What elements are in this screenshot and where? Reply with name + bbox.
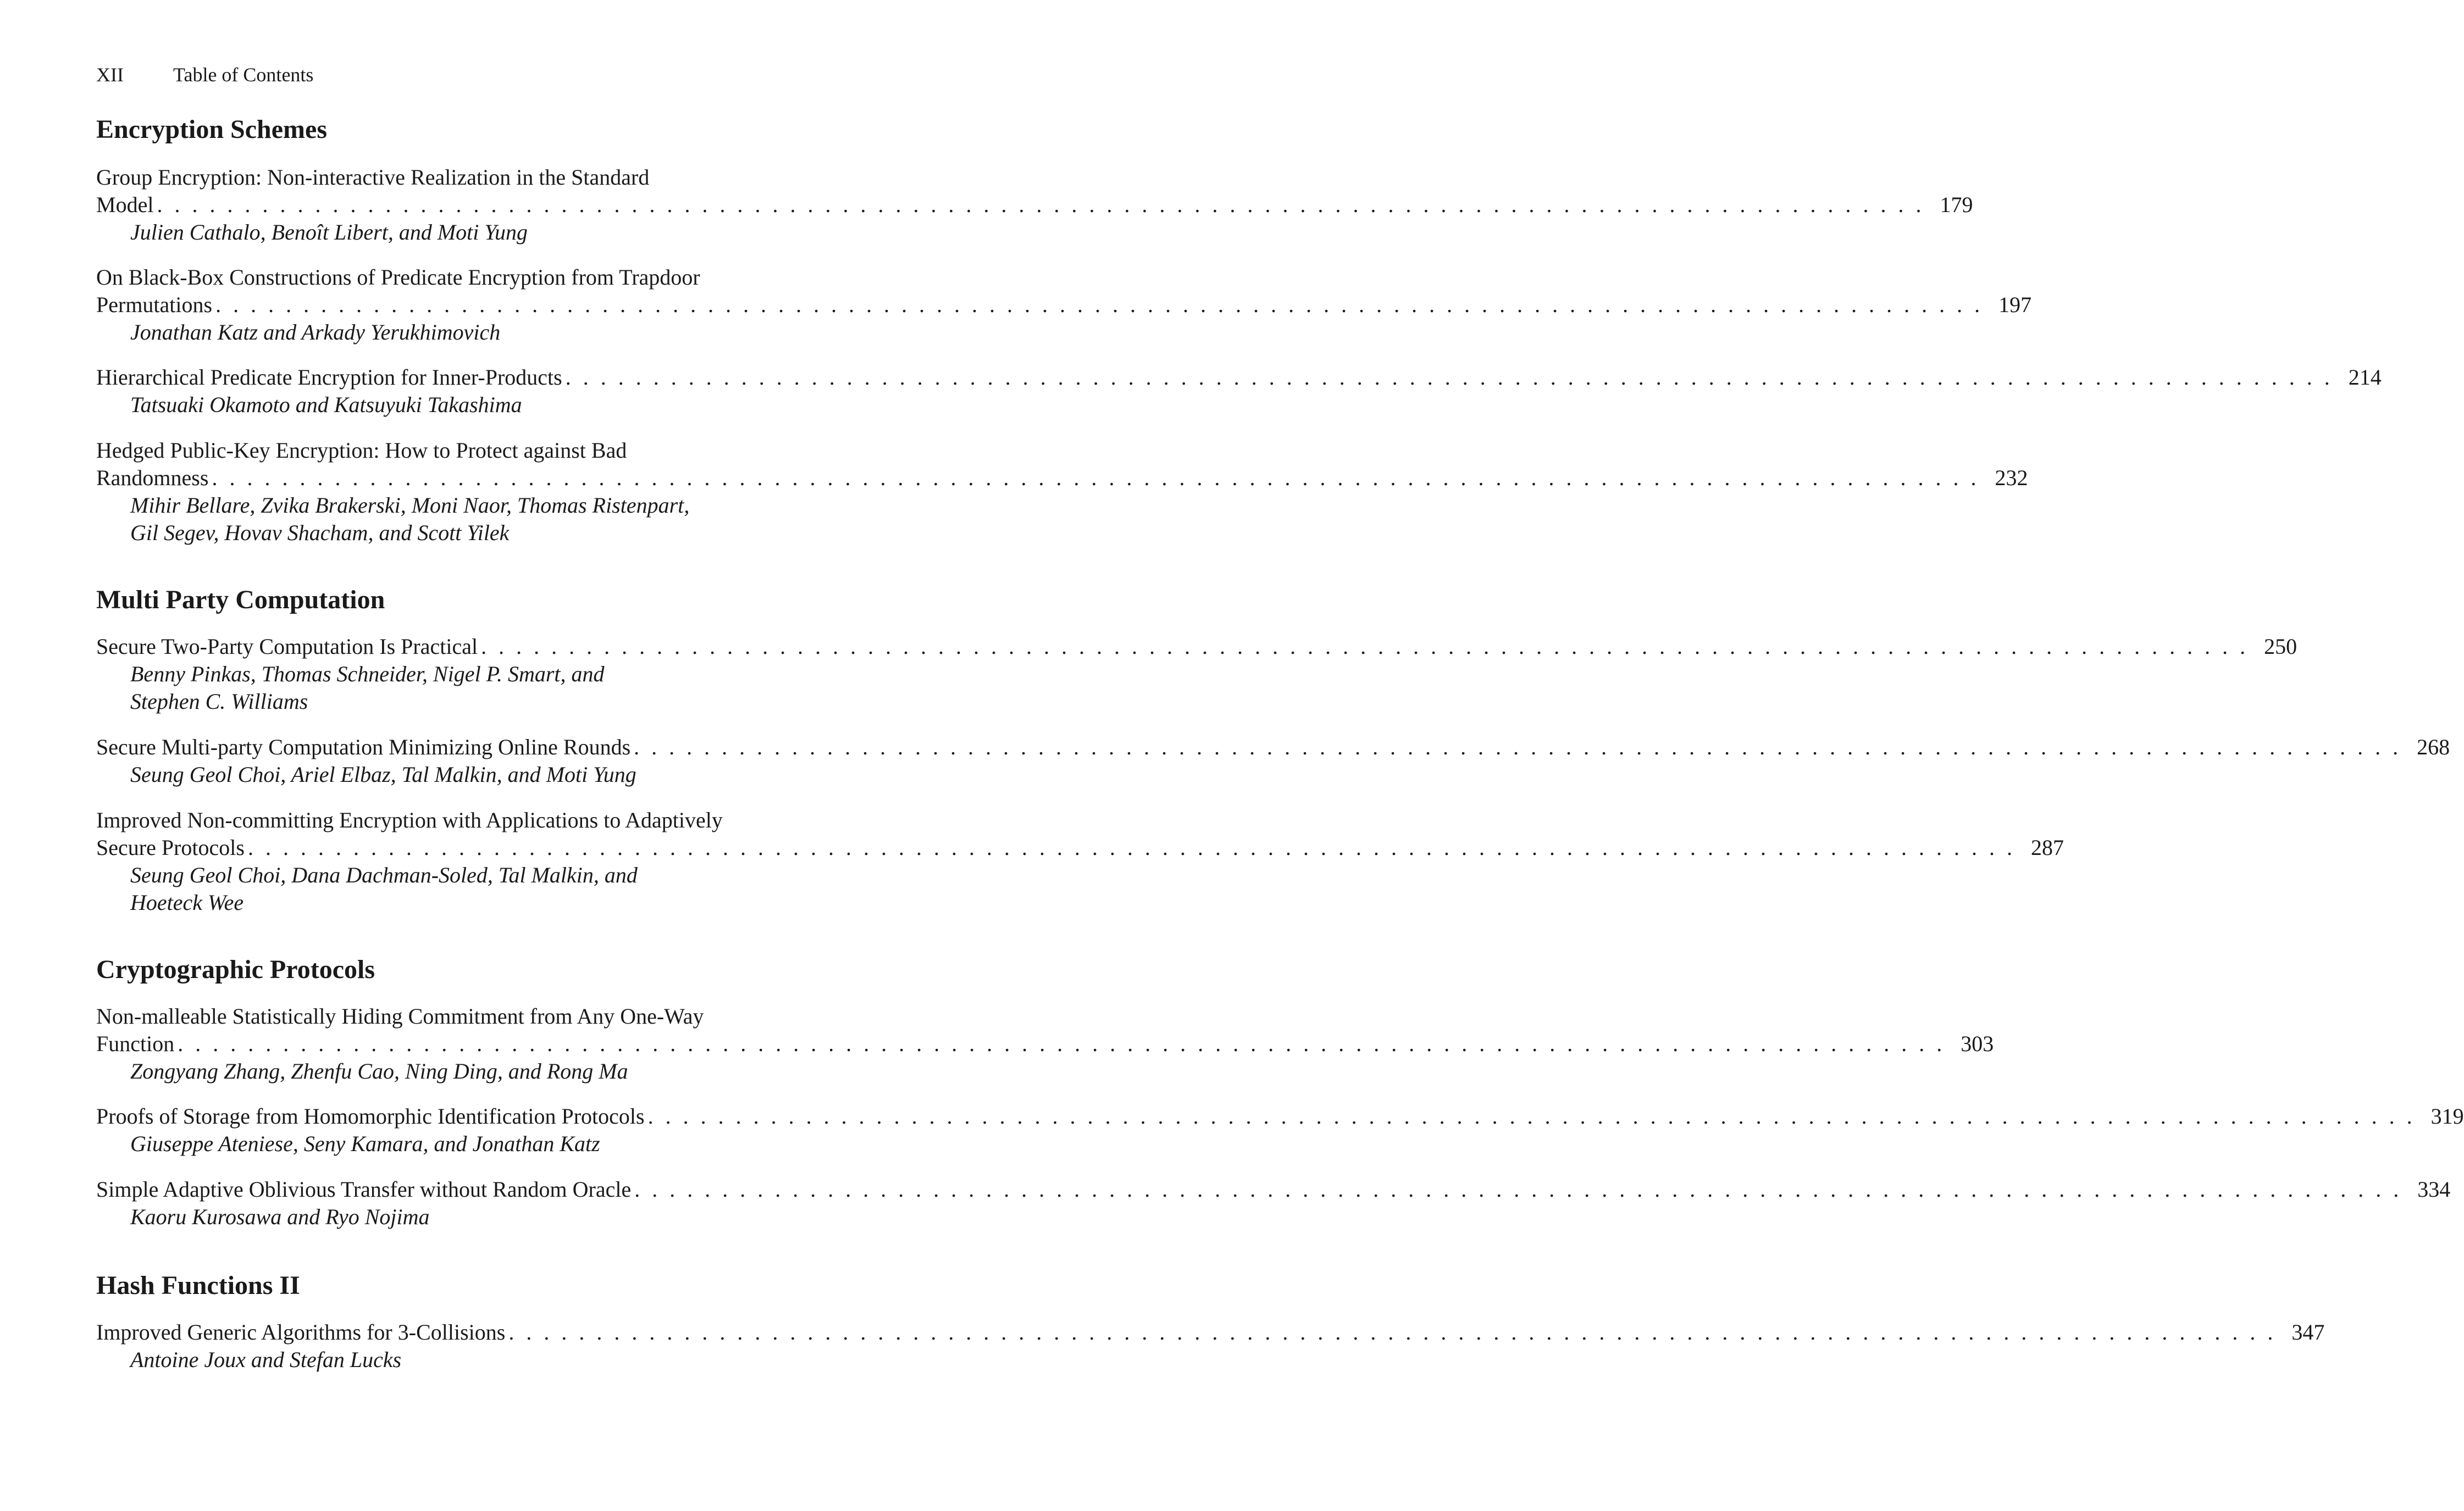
entry-title-row [96,633,2297,660]
entry-authors: Benny Pinkas, Thomas Schneider, Nigel P. Smart, and [130,662,605,686]
entry-title-row [96,1176,2451,1203]
toc-entry[interactable] [96,1003,1994,1085]
page-number: 303 [1961,1031,1994,1056]
entry-title-end: Improved Generic Algorithms for 3-Collisions [96,1320,506,1345]
running-head [96,62,313,88]
page-number: 347 [2291,1320,2325,1345]
dot-leader: . . . . . . . . . . . . . . . . . . . . . . . . . . . . . . . . . . . . . . . . . . . . . . . . . . . . . . . . . . . . . . . . . . . . . . . . . . . . . . . . . . . . . . . . . . . . . . . . . . . . . [647,1104,2416,1129]
entry-title-line: Hedged Public-Key Encryption: How to Protect against Bad [96,438,627,463]
section-title: Hash Functions II [96,1271,300,1300]
section-title: Multi Party Computation [96,585,385,614]
entry-title-end: Secure Multi-party Computation Minimizing Online Rounds [96,735,631,759]
page-number: 232 [1995,465,2028,490]
dot-leader: . . . . . . . . . . . . . . . . . . . . . . . . . . . . . . . . . . . . . . . . . . . . . . . . . . . . . . . . . . . . . . . . . . . . . . . . . . . . . . . . . . . . . . . . . . . . . . . . . . . . . [634,1177,2402,1202]
entry-title-line: On Black-Box Constructions of Predicate Encryption from Trapdoor [96,265,700,290]
entry-authors: Tatsuaki Okamoto and Katsuyuki Takashima [130,392,522,417]
entry-authors: Seung Geol Choi, Dana Dachman-Soled, Tal Malkin, and [130,863,638,887]
entry-title-row [96,291,2032,319]
entry-authors: Stephen C. Williams [130,689,308,714]
entry-title-row [96,364,2382,391]
entry-title-end: Permutations [96,292,213,317]
entry-authors: Antoine Joux and Stefan Lucks [130,1347,402,1372]
entry-title-line: Improved Non-committing Encryption with Applications to Adaptively [96,808,723,832]
entry-title-row [96,1319,2325,1346]
toc-entry[interactable] [96,1319,2325,1374]
page-number: 319 [2430,1104,2464,1129]
running-title: Table of Contents [173,64,314,86]
entry-title-end: Randomness [96,465,209,490]
page-number: 268 [2417,735,2450,759]
page-number: 250 [2264,634,2297,659]
page-number: 179 [1940,192,1973,217]
entry-title-row [96,834,2064,862]
entry-title-end: Secure Two-Party Computation Is Practical [96,634,478,659]
toc-entry[interactable] [96,164,1973,246]
toc-entry[interactable] [96,633,2297,715]
toc-entry[interactable] [96,364,2382,419]
entry-authors: Mihir Bellare, Zvika Brakerski, Moni Naor, Thomas Ristenpart, [130,493,690,518]
entry-title-row [96,1030,1994,1058]
entry-title-line: Non-malleable Statistically Hiding Commitment from Any One-Way [96,1004,704,1029]
section-title: Encryption Schemes [96,115,327,144]
dot-leader: . . . . . . . . . . . . . . . . . . . . . . . . . . . . . . . . . . . . . . . . . . . . . . . . . . . . . . . . . . . . . . . . . . . . . . . . . . . . . . . . . . . . . . . . . . . . . . . . . . . . . [565,365,2333,390]
entry-title-end: Function [96,1031,175,1056]
dot-leader: . . . . . . . . . . . . . . . . . . . . . . . . . . . . . . . . . . . . . . . . . . . . . . . . . . . . . . . . . . . . . . . . . . . . . . . . . . . . . . . . . . . . . . . . . . . . . . . . . . . . . [634,735,2402,759]
dot-leader: . . . . . . . . . . . . . . . . . . . . . . . . . . . . . . . . . . . . . . . . . . . . . . . . . . . . . . . . . . . . . . . . . . . . . . . . . . . . . . . . . . . . . . . . . . . . . . . . . . . . . [215,292,1984,317]
entry-authors: Gil Segev, Hovav Shacham, and Scott Yilek [130,520,510,545]
dot-leader: . . . . . . . . . . . . . . . . . . . . . . . . . . . . . . . . . . . . . . . . . . . . . . . . . . . . . . . . . . . . . . . . . . . . . . . . . . . . . . . . . . . . . . . . . . . . . . . . . . . . . [157,192,1925,217]
entry-title-row [96,734,2450,761]
entry-title-end: Secure Protocols [96,835,245,860]
entry-title-end: Proofs of Storage from Homomorphic Identification Protocols [96,1104,645,1129]
section-title: Cryptographic Protocols [96,955,375,984]
entry-title-row [96,1103,2464,1130]
dot-leader: . . . . . . . . . . . . . . . . . . . . . . . . . . . . . . . . . . . . . . . . . . . . . . . . . . . . . . . . . . . . . . . . . . . . . . . . . . . . . . . . . . . . . . . . . . . . . . . . . . . . . [481,634,2249,659]
toc-entry[interactable] [96,437,2028,547]
entry-title-line: Group Encryption: Non-interactive Realization in the Standard [96,165,650,190]
page-folio: XII [96,64,124,86]
entry-title-end: Simple Adaptive Oblivious Transfer without Random Oracle [96,1177,632,1202]
page-number: 287 [2030,835,2064,860]
page-number: 214 [2348,365,2382,390]
toc-entry[interactable] [96,807,2064,916]
entry-authors: Jonathan Katz and Arkady Yerukhimovich [130,320,501,345]
entry-title-row [96,464,2028,492]
entry-title-end: Model [96,192,154,217]
dot-leader: . . . . . . . . . . . . . . . . . . . . . . . . . . . . . . . . . . . . . . . . . . . . . . . . . . . . . . . . . . . . . . . . . . . . . . . . . . . . . . . . . . . . . . . . . . . . . . . . . . . . . [247,835,2016,860]
entry-authors: Hoeteck Wee [130,890,244,915]
entry-title-end: Hierarchical Predicate Encryption for Inner-Products [96,365,562,390]
dot-leader: . . . . . . . . . . . . . . . . . . . . . . . . . . . . . . . . . . . . . . . . . . . . . . . . . . . . . . . . . . . . . . . . . . . . . . . . . . . . . . . . . . . . . . . . . . . . . . . . . . . . . [508,1320,2277,1345]
entry-title-row [96,191,1973,219]
toc-entry[interactable] [96,264,2032,346]
entry-authors: Zongyang Zhang, Zhenfu Cao, Ning Ding, and Rong Ma [130,1059,628,1084]
toc-entry[interactable] [96,1176,2451,1231]
entry-authors: Kaoru Kurosawa and Ryo Nojima [130,1204,430,1229]
page-number: 197 [1998,292,2032,317]
toc-entry[interactable] [96,734,2450,788]
dot-leader: . . . . . . . . . . . . . . . . . . . . . . . . . . . . . . . . . . . . . . . . . . . . . . . . . . . . . . . . . . . . . . . . . . . . . . . . . . . . . . . . . . . . . . . . . . . . . . . . . . . . . [178,1031,1946,1056]
entry-authors: Seung Geol Choi, Ariel Elbaz, Tal Malkin, and Moti Yung [130,762,636,787]
page-number: 334 [2417,1177,2451,1202]
toc-entry[interactable] [96,1103,2464,1158]
dot-leader: . . . . . . . . . . . . . . . . . . . . . . . . . . . . . . . . . . . . . . . . . . . . . . . . . . . . . . . . . . . . . . . . . . . . . . . . . . . . . . . . . . . . . . . . . . . . . . . . . . . . . [212,465,1980,490]
entry-authors: Giuseppe Ateniese, Seny Kamara, and Jonathan Katz [130,1131,600,1156]
entry-authors: Julien Cathalo, Benoît Libert, and Moti Yung [130,220,528,245]
